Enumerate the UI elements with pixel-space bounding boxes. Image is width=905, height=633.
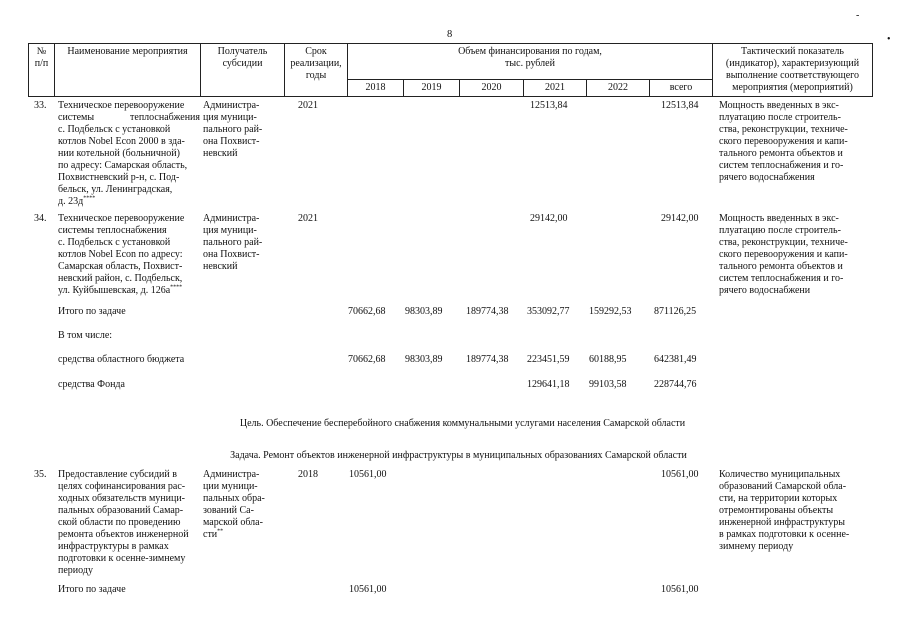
header-year: 2022 — [587, 80, 650, 97]
margin-mark: • — [887, 34, 891, 45]
text-line: плуатацию после строитель- — [719, 112, 841, 123]
value-2018: 10561,00 — [349, 584, 387, 595]
text-line: Мощность введенных в экс- — [719, 100, 839, 111]
indicator — [719, 213, 869, 297]
value-2019: 98303,89 — [405, 306, 443, 317]
recipient — [203, 100, 281, 160]
text-fragment: сти — [203, 529, 218, 540]
regional-budget-label: средства областного бюджета — [58, 354, 185, 365]
text-line: бельск, ул. Ленинградская, — [58, 184, 173, 195]
text-line: ции муници- — [203, 481, 258, 492]
value-2022: 159292,53 — [589, 306, 632, 317]
text-line: Похвистневский р-н, с. Под- — [58, 172, 180, 183]
header-year: всего — [650, 80, 713, 97]
text-line: ской области по проведению — [58, 517, 181, 528]
footnote-mark: ** — [217, 528, 224, 535]
text-line: Предоставление субсидий в — [58, 469, 177, 480]
header-period: Срок реализации, годы — [285, 44, 348, 97]
row-number: 34. — [34, 213, 47, 224]
event-name — [58, 213, 200, 297]
text-line: в рамках подготовки к осенне- — [719, 529, 850, 540]
event-name — [58, 100, 200, 208]
text-fragment: ул. Куйбышевская, д. 126а — [58, 285, 171, 296]
text-line: пальных обра- — [203, 493, 265, 504]
text-line: Администра- — [203, 213, 260, 224]
text-line: котлов Nobel Econ по адресу: — [58, 249, 183, 260]
value-2021: 12513,84 — [530, 100, 568, 111]
text-line: ция муници- — [203, 225, 257, 236]
header-year: 2021 — [524, 80, 587, 97]
totals-label: Итого по задаче — [58, 306, 126, 317]
text-line: Самарская область, Похвист- — [58, 261, 183, 272]
period: 2021 — [298, 213, 318, 224]
text-line: ства, реконструкции, техниче- — [719, 237, 848, 248]
text-line: рячего водоснабжени — [719, 285, 811, 296]
text-line: периоду — [58, 565, 93, 576]
text-line: Техническое перевооружение — [58, 213, 185, 224]
text-line: она Похвист- — [203, 249, 260, 260]
text-line: зований Са- — [203, 505, 254, 516]
value-2021: 29142,00 — [530, 213, 568, 224]
text-line: образований Самарской обла- — [719, 481, 847, 492]
table-header — [28, 43, 873, 97]
period: 2021 — [298, 100, 318, 111]
text-line: невский — [203, 148, 238, 159]
value-total: 228744,76 — [654, 379, 697, 390]
header-recipient: Получатель субсидии — [201, 44, 285, 97]
text-line: с. Подбельск с установкой — [58, 237, 171, 248]
text-line: невский район, с. Подбельск, — [58, 273, 183, 284]
value-2020: 189774,38 — [466, 354, 509, 365]
text-line: тального ремонта объектов и — [719, 261, 843, 272]
text-line: зимнему периоду — [719, 541, 794, 552]
indicator — [719, 469, 869, 553]
period: 2018 — [298, 469, 318, 480]
value-2021: 129641,18 — [527, 379, 570, 390]
header-year: 2020 — [460, 80, 524, 97]
text-line — [203, 529, 281, 541]
text-line: инфраструктуры в рамках — [58, 541, 169, 552]
task-total-label: Итого по задаче — [58, 584, 126, 595]
text-line: тального ремонта объектов и — [719, 148, 843, 159]
value-2019: 98303,89 — [405, 354, 443, 365]
text-line: ремонта объектов инженерной — [58, 529, 189, 540]
text-fragment: д. 23д — [58, 196, 84, 207]
text-line: ция муници- — [203, 112, 257, 123]
header-num: № п/п — [29, 44, 55, 97]
text-line: плуатацию после строитель- — [719, 225, 841, 236]
text-line: инженерной инфраструктуры — [719, 517, 846, 528]
value-total: 12513,84 — [661, 100, 699, 111]
row-number: 35. — [34, 469, 47, 480]
text-line: с. Подбельск с установкой — [58, 124, 171, 135]
event-name — [58, 469, 200, 577]
text-line: пального рай- — [203, 237, 263, 248]
value-total: 10561,00 — [661, 584, 699, 595]
text-line: по адресу: Самарская область, — [58, 160, 188, 171]
text-line: Техническое перевооружение — [58, 100, 185, 111]
text-line: нии котельной (больничной) — [58, 148, 180, 159]
text-line: Администра- — [203, 100, 260, 111]
header-year: 2018 — [348, 80, 404, 97]
text-line: системы теплоснабжения — [58, 112, 200, 123]
text-line: системы теплоснабжения — [58, 225, 167, 236]
text-line: систем теплоснабжения и го- — [719, 160, 844, 171]
text-line: пального рай- — [203, 124, 263, 135]
text-line: пальных образований Самар- — [58, 505, 184, 516]
value-total: 871126,25 — [654, 306, 697, 317]
value-2018: 70662,68 — [348, 354, 386, 365]
value-total: 642381,49 — [654, 354, 697, 365]
including-label: В том числе: — [58, 330, 113, 341]
text-line: Мощность введенных в экс- — [719, 213, 839, 224]
value-2021: 353092,77 — [527, 306, 570, 317]
indicator — [719, 100, 869, 184]
value-2020: 189774,38 — [466, 306, 509, 317]
text-line: ства, реконструкции, техниче- — [719, 124, 848, 135]
task-line: Задача. Ремонт объектов инженерной инфраструктуры в муниципальных образованиях Самарской области — [230, 450, 687, 461]
text-line: ходных обязательств муници- — [58, 493, 186, 504]
text-line: она Похвист- — [203, 136, 260, 147]
text-line: целях софинансирования рас- — [58, 481, 186, 492]
recipient — [203, 469, 281, 541]
recipient — [203, 213, 281, 273]
goal-line: Цель. Обеспечение бесперебойного снабжения коммунальными услугами населения Самарской области — [239, 418, 686, 429]
margin-mark: - — [856, 10, 860, 21]
value-2022: 60188,95 — [589, 354, 627, 365]
text-line: ского перевооружения и капи- — [719, 249, 848, 260]
header-funding: Объем финансирования по годам, тыс. рублей — [348, 44, 713, 80]
header-year: 2019 — [404, 80, 460, 97]
value-2018: 10561,00 — [349, 469, 387, 480]
value-2021: 223451,59 — [527, 354, 570, 365]
value-total: 10561,00 — [661, 469, 699, 480]
value-total: 29142,00 — [661, 213, 699, 224]
value-2022: 99103,58 — [589, 379, 627, 390]
value-2018: 70662,68 — [348, 306, 386, 317]
text-line: котлов Nobel Econ 2000 в зда- — [58, 136, 185, 147]
text-line — [58, 285, 200, 297]
text-line: отремонтированы объекты — [719, 505, 834, 516]
text-line — [58, 196, 200, 208]
page-number: 8 — [447, 29, 453, 40]
header-indicator: Тактический показатель (индикатор), характеризующий выполнение соответствующего мероприятия (мероприятий) — [713, 44, 873, 97]
text-line: ского перевооружения и капи- — [719, 136, 848, 147]
text-line: марской обла- — [203, 517, 263, 528]
footnote-mark: **** — [83, 195, 96, 202]
footnote-mark: **** — [170, 284, 183, 291]
header-name: Наименование мероприятия — [55, 44, 201, 97]
text-line: невский — [203, 261, 238, 272]
row-number: 33. — [34, 100, 47, 111]
text-line: рячего водоснабжения — [719, 172, 815, 183]
text-line: систем теплоснабжения и го- — [719, 273, 844, 284]
fund-label: средства Фонда — [58, 379, 125, 390]
text-line: Администра- — [203, 469, 260, 480]
text-line: сти, на территории которых — [719, 493, 838, 504]
text-line: Количество муниципальных — [719, 469, 841, 480]
text-line: подготовки к осенне-зимнему — [58, 553, 186, 564]
